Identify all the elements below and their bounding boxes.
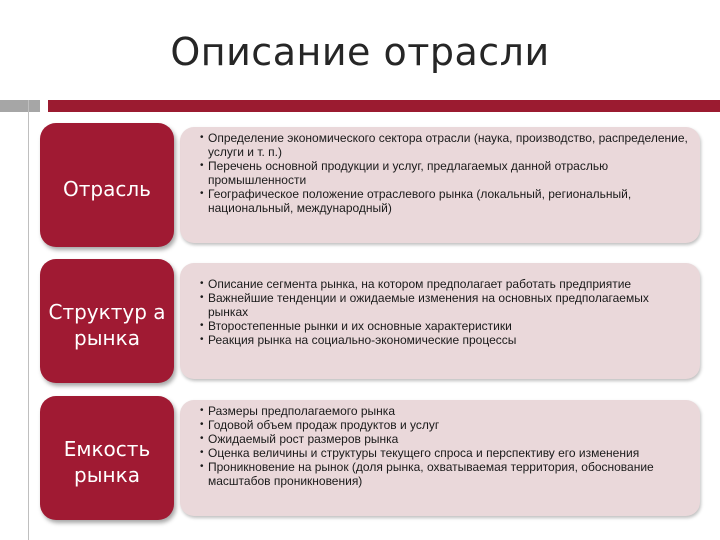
- list-item: • Размеры предполагаемого рынка: [200, 404, 690, 418]
- row-market-capacity: [40, 396, 705, 520]
- list-item: • Оценка величины и структуры текущего спроса и перспективу его изменения: [200, 446, 690, 460]
- list-item: • Реакция рынка на социально-экономические процессы: [200, 333, 690, 347]
- row-industry: [40, 123, 705, 247]
- row-market-capacity-panel: [180, 400, 700, 516]
- row-industry-label: Отрасль: [63, 177, 151, 201]
- list-item: • Важнейшие тенденции и ожидаемые изменения на основных предполагаемых рынках: [200, 291, 690, 319]
- header-red-bar: [48, 100, 720, 112]
- row-market-capacity-list: [200, 404, 690, 488]
- list-item: • Проникновение на рынок (доля рынка, охватываемая территория, обоснование масштабов проникновения): [200, 460, 690, 488]
- row-market-capacity-label: Емкость рынка: [63, 437, 151, 487]
- row-industry-tile: [40, 123, 174, 247]
- list-item: • Годовой объем продаж продуктов и услуг: [200, 418, 690, 432]
- row-industry-panel: [180, 127, 700, 243]
- row-market-structure-list: [200, 277, 690, 347]
- list-item: • Ожидаемый рост размеров рынка: [200, 432, 690, 446]
- row-market-structure: [40, 259, 705, 383]
- left-guide-line: [28, 100, 29, 540]
- list-item: • Второстепенные рынки и их основные характеристики: [200, 319, 690, 333]
- row-market-structure-tile: [40, 259, 174, 383]
- row-market-structure-label: Структур а рынка: [48, 300, 166, 350]
- row-market-structure-panel: [180, 263, 700, 379]
- list-item: • Географическое положение отраслевого рынка (локальный, региональный, национальный, международный): [200, 187, 690, 215]
- list-item: • Перечень основной продукции и услуг, предлагаемых данной отраслью промышленности: [200, 159, 690, 187]
- row-market-capacity-tile: [40, 396, 174, 520]
- row-industry-list: [200, 131, 690, 215]
- page-title: Описание отрасли: [170, 30, 550, 74]
- list-item: • Описание сегмента рынка, на котором предполагает работать предприятие: [200, 277, 690, 291]
- list-item: • Определение экономического сектора отрасли (наука, производство, распределение, услуги и т. п.): [200, 131, 690, 159]
- header-gray-bar: [0, 100, 40, 112]
